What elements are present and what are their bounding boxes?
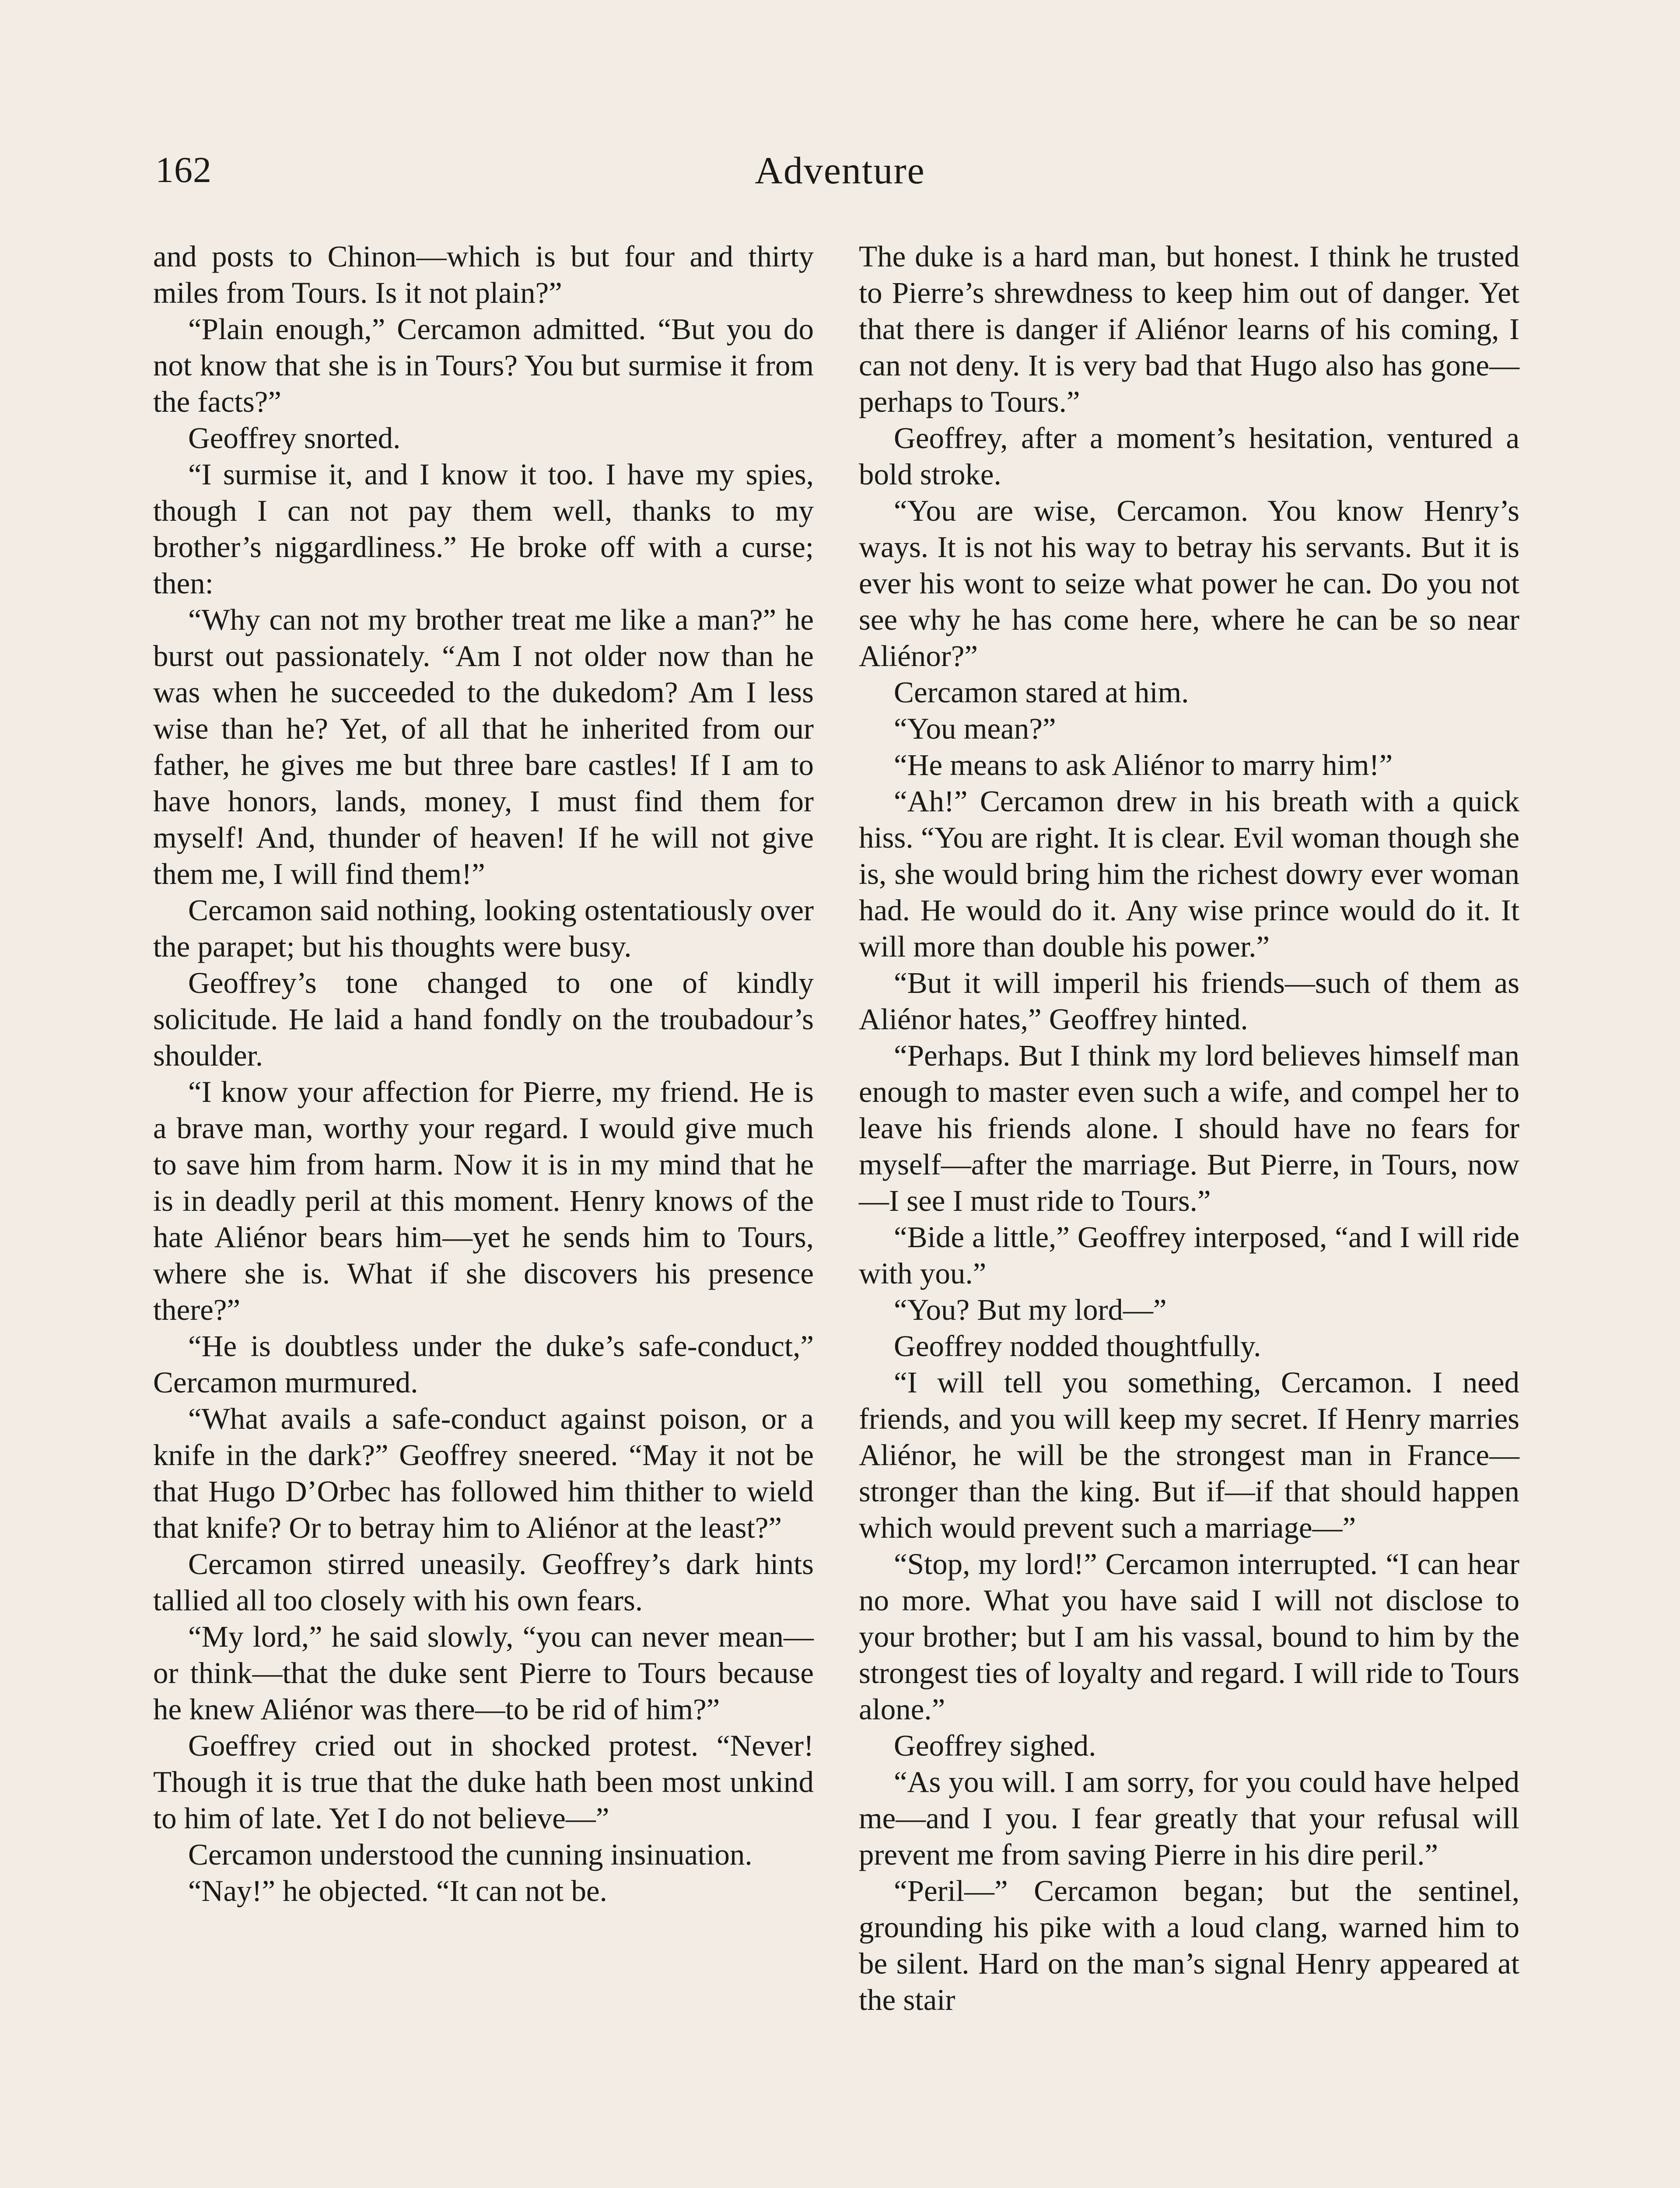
paragraph: “You are wise, Cercamon. You know Henry’s ways. It is not his way to betray his servants. But it is ever his wont to seize what power he can. Do you not see why he has come here, where he can be so near Aliénor?” [859,494,1519,673]
paragraph: Geoffrey’s tone changed to one of kindly solicitude. He laid a hand fondly on the troubadour’s shoulder. [153,966,814,1072]
paragraph: Cercamon understood the cunning insinuation. [188,1838,752,1871]
running-head: Adventure [755,150,925,192]
paragraph: “Peril—” Cercamon began; but the sentinel, grounding his pike with a loud clang, warned him to be silent. Hard on the man’s signal Henry appeared at the stair [859,1874,1519,2016]
paragraph: “What avails a safe-conduct against poison, or a knife in the dark?” Geoffrey sneered. “May it not be that Hugo D’Orbec has followed him thither to wield that knife? Or to betray him to Aliénor at the least?” [153,1402,814,1544]
paragraph: Geoffrey nodded thoughtfully. [894,1329,1261,1363]
paragraph: “I will tell you something, Cercamon. I need friends, and you will keep my secret. If Henry marries Aliénor, he will be the strongest man in France—stronger than the king. But if—if that should happen which would prevent such a marriage—” [859,1366,1519,1544]
paragraph: “As you will. I am sorry, for you could have helped me—and I you. I fear greatly that your refusal will prevent me from saving Pierre in his dire peril.” [859,1765,1519,1871]
paragraph: Geoffrey snorted. [188,421,401,455]
paragraph: “You mean?” [894,712,1056,745]
paragraph: “Why can not my brother treat me like a man?” he burst out passionately. “Am I not older now than he was when he succeeded to the dukedom? Am I less wise than he? Yet, of all that he inherited from our father, he gives me but three bare castles! If I am to have honors, lands, money, I must find them for myself! And, thunder of heaven! If he will not give them me, I will find them!” [153,603,814,891]
page-number: 162 [155,150,212,190]
paragraph: “Nay!” he objected. “It can not be. [188,1874,607,1907]
paragraph: Cercamon said nothing, looking ostentatiously over the parapet; but his thoughts were busy. [153,894,814,963]
paragraph: “He means to ask Aliénor to marry him!” [894,748,1393,782]
paragraph: “Plain enough,” Cercamon admitted. “But you do not know that she is in Tours? You but surmise it from the facts?” [153,312,814,418]
paragraph: Goeffrey cried out in shocked protest. “Never! Though it is true that the duke hath been most unkind to him of late. Yet I do not believe—” [153,1729,814,1835]
paragraph: “My lord,” he said slowly, “you can never mean—or think—that the duke sent Pierre to Tours because he knew Aliénor was there—to be rid of him?” [153,1620,814,1726]
paragraph: “He is doubtless under the duke’s safe-conduct,” Cercamon murmured. [153,1329,814,1399]
paragraph: Geoffrey sighed. [894,1729,1096,1762]
paragraph: “Bide a little,” Geoffrey interposed, “and I will ride with you.” [859,1220,1519,1290]
paragraph: “I know your affection for Pierre, my friend. He is a brave man, worthy your regard. I would give much to save him from harm. Now it is in my mind that he is in deadly peril at this moment. Henry knows of the hate Aliénor bears him—yet he sends him to Tours, where she is. What if she discovers his presence there?” [153,1075,814,1326]
paragraph: “You? But my lord—” [894,1293,1167,1326]
paragraph: “Ah!” Cercamon drew in his breath with a quick hiss. “You are right. It is clear. Evil woman though she is, she would bring him the richest dowry ever woman had. He would do it. Any wise prince would do it. It will more than double his power.” [859,785,1519,963]
paragraph: Cercamon stared at him. [894,676,1189,709]
text-column-right [859,238,1519,2018]
paragraph: “I surmise it, and I know it too. I have my spies, though I can not pay them well, thanks to my brother’s niggardliness.” He broke off with a curse; then: [153,458,814,600]
paragraph: The duke is a hard man, but honest. I think he trusted to Pierre’s shrewdness to keep him out of danger. Yet that there is danger if Aliénor learns of his coming, I can not deny. It is very bad that Hugo also has gone—perhaps to Tours.” [859,240,1519,418]
paragraph: “Stop, my lord!” Cercamon interrupted. “I can hear no more. What you have said I will not disclose to your brother; but I am his vassal, bound to him by the strongest ties of loyalty and regard. I will ride to Tours alone.” [859,1547,1519,1726]
paragraph: and posts to Chinon—which is but four and thirty miles from Tours. Is it not plain?” [153,240,814,309]
paragraph: “But it will imperil his friends—such of them as Aliénor hates,” Geoffrey hinted. [859,966,1519,1036]
paragraph: Geoffrey, after a moment’s hesitation, ventured a bold stroke. [859,421,1519,491]
paragraph: “Perhaps. But I think my lord believes himself man enough to master even such a wife, and compel her to leave his friends alone. I should have no fears for myself—after the marriage. But Pierre, in Tours, now—I see I must ride to Tours.” [859,1039,1519,1217]
paragraph: Cercamon stirred uneasily. Geoffrey’s dark hints tallied all too closely with his own fears. [153,1547,814,1617]
text-column-left [153,238,814,1909]
